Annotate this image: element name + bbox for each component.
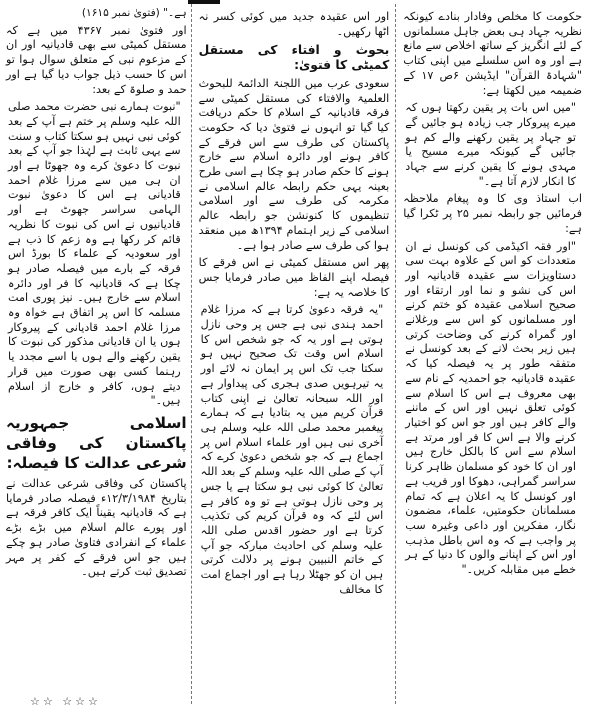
section-heading: اسلامی جمہوریہ پاکستان کی وفاقی شرعی عدالت کا فیصلہ: [5, 413, 187, 472]
fatwa-reference: ہے۔" (فتویٰ نمبر ۱۶۱۵) [81, 7, 187, 19]
column-right [397, 4, 586, 704]
column-divider [191, 4, 193, 704]
paragraph: حکومت کا مخلص وفادار بنادے کیونکہ نظریہ جہاد ہی بعض جاہل مسلمانوں کے لئے انگریز کے ساتھ اخلاص سے مانع ہے اور وہ اس سلسلے میں اپنی کتاب "شہادۃ القرآن" ایڈیشن ۶ص ۱۷ کے ضمیمہ میں لکھتا ہے: [403, 10, 583, 97]
paragraph: سعودی عرب میں اللجنۃ الدائمۃ للبحوث العلمیۃ والافتاء کی مستقل کمیٹی سے فرقہ قادیانیہ کے اسلام کا حکم دریافت کیا گیا تو انہوں نے فتویٰ دیا کہ حکومت پاکستان کی طرف سے اس فرقے کے کافر ہونے اور دائرہ اسلام سے خارج ہونے کا حکم صادر ہو چکا ہے اسی طرح بعینہ یہی حکم رابطہ عالم اسلامی نے مکرمہ کی طرف سے اور اسلامی تنظیموں کا کنونشن جو رابطہ عالم اسلامی کے زیر اہتمام ۱۳۹۴ھ میں منعقد ہوا کی طرف سے صادر ہوا ہے۔ [198, 76, 390, 252]
column-divider [395, 4, 397, 704]
quotation: "اور فقہ اکیڈمی کی کونسل نے ان متعددات کو اس کے علاوہ بہت سی دستاویزات سے عقیدہ قادیانیہ اور اس کی نشو و نما اور ارتقاء اور صحیح اسلامی عقیدہ کو ختم کرنے اور مسلمانوں کو اس سے ورغلانے اور گمراہ کرنے کی وضاحت کرتی ہیں زیر بحث لانے کے بعد کونسل نے متفقہ طور پر یہ فیصلہ کیا کہ عقیدہ قادیانیہ جو احمدیہ کے نام سے بھی معروف ہے اس کا اسلام سے کوئی تعلق نہیں اور اس کے ماننے والے کافر ہیں اور جو اس کو اختیار کرنے والا ہے اس کا فر اور مرتد ہے اسلام سے اس کا بالکل خارج ہیں اور ان کا خود کو مسلمان ظاہر کرنا سراسر گمراہی، دھوکا اور فریب ہے اور کونسل کا یہ اعلان ہے کہ تمام مسلمانان حکومتیں، علماء، مضمون نگار، مفکرین اور داعی وغیرہ سب پر واجب ہے کہ وہ اس باطل مذہب اور اس کے اپنانے والوں کا دنیا کے ہر خطے میں مقابلہ کریں۔" [405, 239, 576, 577]
section-heading: بحوث و افتاء کی مستقل کمیٹی کا فتویٰ: [198, 43, 390, 73]
quotation: "یہ فرقہ دعویٰ کرتا ہے کہ مرزا غلام احمد ہندی نبی ہے جس پر وحی نازل ہوتی ہے اور یہ کہ جو شخص اس کا اسلام اس وقت تک صحیح نہیں ہو سکتا جب تک اس پر ایمان نہ لائے اور یہ تیرہویں صدی ہجری کی پیداوار ہے اور اللہ سبحانہ تعالیٰ نے اپنی کتاب قرآن کریم میں یہ بتادیا ہے کہ ہمارے پیغمبر محمد صلی اللہ علیہ وسلم ہی آخری نبی ہیں اور علماء اسلام اس پر اجماع ہے کہ جو شخص دعویٰ کرے کہ آپ کے صلی اللہ علیہ وسلم کے بعد اللہ تعالیٰ کا کوئی نبی ہو سکتا ہے یا جس پر وحی نازل ہوتی ہے تو وہ کافر ہے اس لئے کہ وہ قرآن کریم کی تکذیب کرتا ہے اور حضور اقدس صلی اللہ علیہ وسلم کی احادیث مبارکہ جو آپ کے خاتم النبیین ہونے پر دلالت کرتی ہیں ان کو جھٹلا رہا ہے اور اجماع امت کا مخالف [200, 303, 384, 596]
paragraph: اور فتویٰ نمبر ۴۳۶۷ میں ہے کہ مستقل کمیٹی سے بھی قادیانیہ اور ان کے مزعوم نبی کے متعلق سوال ہوا تو اس کا حسب ذیل جواب دیا گیا ہے اور حمد و صلوۃ کے بعد: [5, 23, 187, 96]
top-black-bar [188, 0, 220, 4]
paragraph: پاکستان کی وفاقی شرعی عدالت نے بتاریخ ۱۲/۳/۱۹۸۴ء فیصلہ صادر فرمایا ہے کہ قادیانیہ یقیناً ایک کافر فرقہ ہے اور پورے عالم اسلام میں بڑے بڑے علماء کے انفرادی فتاویٰ صادر ہو چکے ہیں جو اس فرقے کے کفر پر مہر تصدیق ثبت کرتے ہیں۔ [5, 476, 187, 579]
quotation: "نبوت ہمارے نبی حضرت محمد صلی اللہ علیہ وسلم پر ختم ہے آپ کے بعد کوئی نبی نہیں ہو سکتا کتاب و سنت سے یہی ثابت ہے لہٰذا جو آپ کے بعد نبوت کا دعویٰ کرے وہ جھوٹا ہے اور ان ہی میں سے مرزا غلام احمد قادیانی ہے اس کا دعویٰ نبوت الہامی سراسر جھوٹ ہے اور قادیانیوں نے اس کی نبوت کا نظریہ قائم کر رکھا ہے وہ زعم کا ذب ہے اور سعودیہ کے علماء کا بورڈ اس فرقہ کے بارے میں فیصلہ صادر ہو چکا ہے کہ قادیانیہ کا فر اور دائرہ اسلام سے خارج ہیں۔ نیز پوری امت مسلمہ کا اس پر اتفاق ہے خواہ وہ مرزا غلام احمد قادیانی کے پیروکار ہوں یا ان قادیانی مذکور کی نبوت کا یقین رکھنے والے ہوں یا اسے مجدد یا رہنما کسی بھی صورت میں قرار دیتے ہوں، کافر و خارج از اسلام ہیں۔" [7, 100, 181, 408]
column-left [4, 4, 191, 704]
columns [4, 4, 586, 704]
end-stars: ☆☆ ☆☆☆ [30, 695, 101, 708]
quotation: "میں اس بات پر یقین رکھتا ہوں کہ میرے پیروکار جب زیادہ ہو جائیں گے تو جہاد پر یقین رکھنے والے کم ہو جائیں گے کیونکہ میرے مسیح یا مہدی ہونے کا یقین کرنے سے جہاد کا انکار لازم آتا ہے۔" [405, 101, 576, 188]
paragraph: اور اس عقیدہ جدید میں کوئی کسر نہ اٹھا رکھیں۔ [198, 10, 390, 38]
paragraph: اب استاذ وی کا وہ پیغام ملاحظہ فرمائیں جو رابطہ نمبر ۲۵ پر ٹکرا گیا ہے: [403, 192, 583, 235]
column-middle [193, 4, 396, 704]
paragraph: پھر اس مستقل کمیٹی نے اس فرقے کا فیصلہ اپنے الفاظ میں صادر فرمایا جس کا خلاصہ یہ ہے: [198, 256, 390, 299]
